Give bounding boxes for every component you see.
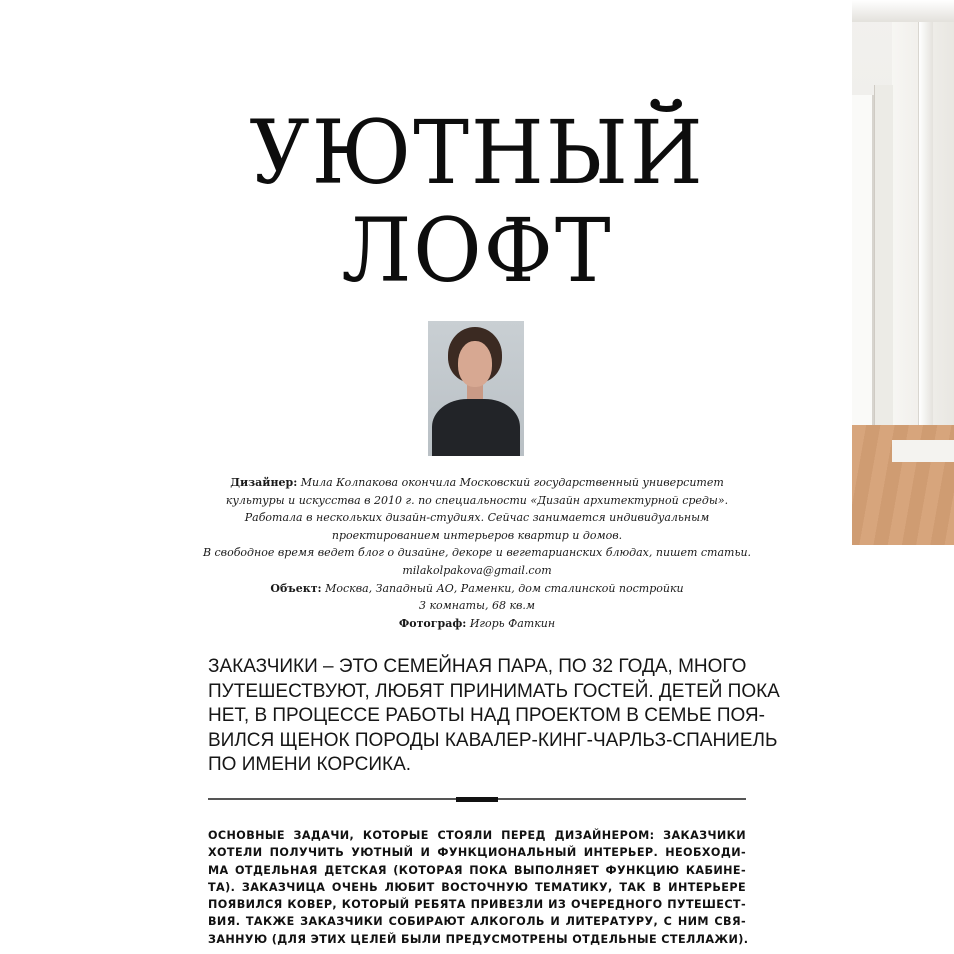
body-line: ХОТЕЛИ ПОЛУЧИТЬ УЮТНЫЙ И ФУНКЦИОНАЛЬНЫЙ ИНТЕРЬЕР. НЕОБХОДИ-	[208, 846, 746, 860]
designer-line-1: Дизайнер: Мила Колпакова окончила Московский государственный университет	[230, 476, 724, 489]
body-line: ЗАННУЮ (ДЛЯ ЭТИХ ЦЕЛЕЙ БЫЛИ ПРЕДУСМОТРЕНЫ ОТДЕЛЬНЫЕ СТЕЛЛАЖИ).	[208, 932, 749, 946]
ceiling-molding	[852, 0, 954, 22]
object-line-2: 3 комнаты, 68 кв.м	[418, 599, 536, 613]
body-paragraph	[208, 827, 749, 948]
credits-block	[200, 474, 754, 632]
photographer-label: Фотограф:	[398, 616, 467, 630]
designer-line-4: проектированием интерьеров квартир и домов.	[331, 528, 623, 542]
designer-email: milakolpakova@gmail.com	[402, 563, 552, 577]
baseboard	[892, 440, 954, 462]
body-line: ОСНОВНЫЕ ЗАДАЧИ, КОТОРЫЕ СТОЯЛИ ПЕРЕД ДИЗАЙНЕРОМ: ЗАКАЗЧИКИ	[208, 829, 746, 842]
lead-line: ВИЛСЯ ЩЕНОК ПОРОДЫ КАВАЛЕР-КИНГ-ЧАРЛЬЗ-СПАНИЕЛЬ	[208, 729, 778, 751]
designer-label: Дизайнер:	[230, 476, 298, 489]
lead-line: НЕТ, В ПРОЦЕССЕ РАБОТЫ НАД ПРОЕКТОМ В СЕМЬЕ ПОЯ-	[208, 705, 765, 726]
designer-portrait	[428, 321, 524, 456]
lead-paragraph	[208, 655, 780, 778]
lead-line: ПО ИМЕНИ КОРСИКА.	[208, 754, 412, 775]
designer-line-2: культуры и искусства в 2010 г. по специальности «Дизайн архитектурной среды».	[225, 493, 729, 507]
body-line: ТА). ЗАКАЗЧИЦА ОЧЕНЬ ЛЮБИТ ВОСТОЧНУЮ ТЕМАТИКУ, ТАК В ИНТЕРЬЕРЕ	[208, 880, 746, 894]
title-line-2: ЛОФТ	[341, 199, 613, 302]
article-title	[0, 101, 954, 302]
body-line: МА ОТДЕЛЬНАЯ ДЕТСКАЯ (КОТОРАЯ ПОКА ВЫПОЛНЯЕТ ФУНКЦИЮ КАБИНЕ-	[208, 863, 746, 877]
body-line: ВИЯ. ТАКЖЕ ЗАКАЗЧИКИ СОБИРАЮТ АЛКОГОЛЬ И ЛИТЕРАТУРУ, С НИМ СВЯ-	[208, 915, 746, 929]
divider-accent	[456, 797, 498, 802]
lead-line: ПУТЕШЕСТВУЮТ, ЛЮБЯТ ПРИНИМАТЬ ГОСТЕЙ. ДЕТЕЙ ПОКА	[208, 680, 780, 702]
title-line-1: УЮТНЫЙ	[249, 101, 705, 204]
portrait-body	[432, 399, 520, 456]
lead-line: ЗАКАЗЧИКИ – ЭТО СЕМЕЙНАЯ ПАРА, ПО 32 ГОДА, МНОГО	[208, 656, 747, 677]
photographer-line: Фотограф: Игорь Фаткин	[398, 616, 556, 630]
object-line-1: Объект: Москва, Западный АО, Раменки, дом сталинской постройки	[270, 581, 684, 595]
body-line: ПОЯВИЛСЯ КОВЕР, КОТОРЫЙ РЕБЯТА ПРИВЕЗЛИ ИЗ ОЧЕРЕДНОГО ПУТЕШЕСТ-	[208, 898, 746, 912]
object-label: Объект:	[270, 581, 322, 595]
designer-line-3: Работала в нескольких дизайн-студиях. Сейчас занимается индивидуальным	[244, 511, 710, 525]
portrait-face	[458, 341, 492, 387]
designer-line-5: В свободное время ведет блог о дизайне, декоре и вегетарианских блюдах, пишет статьи.	[202, 546, 752, 560]
